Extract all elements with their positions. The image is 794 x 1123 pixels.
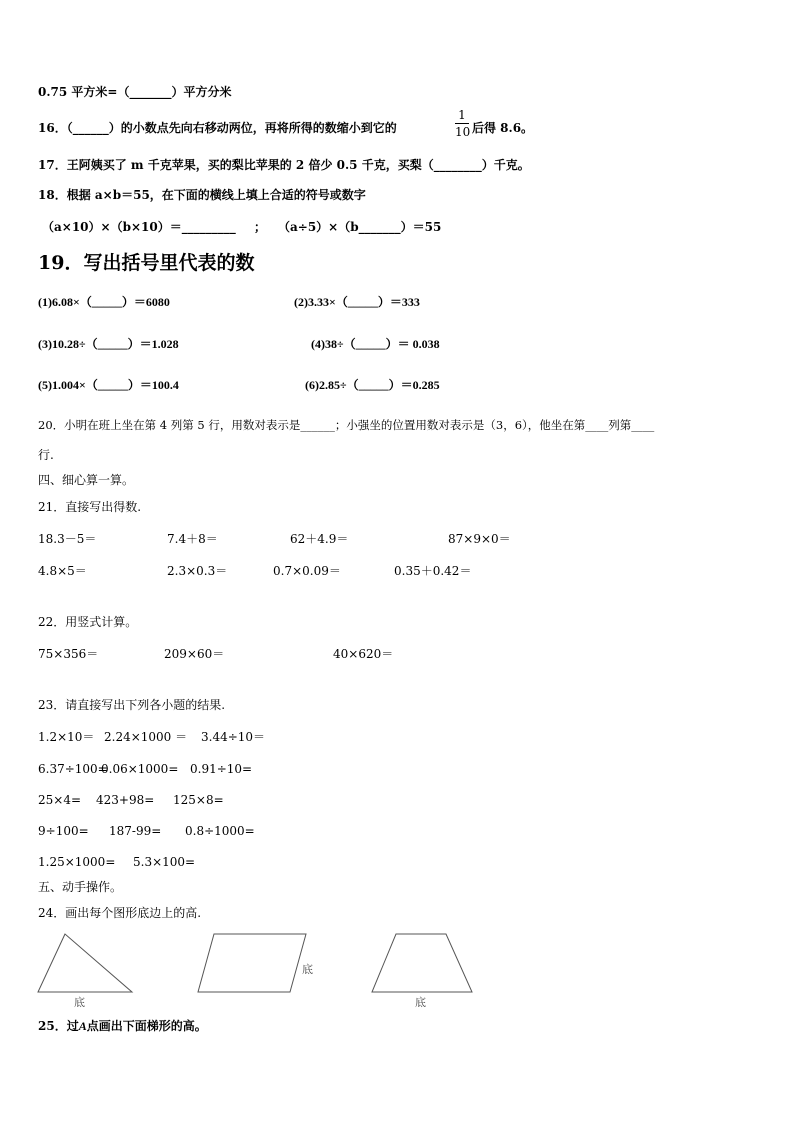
question-25-lead: 25．过 [38, 1019, 79, 1033]
question-25-tail: 点画出下面梯形的高。 [86, 1019, 207, 1033]
q23-r1-c1: 1.2×10＝ [38, 730, 95, 744]
q21-r2-c4: 0.35＋0.42＝ [394, 564, 472, 578]
q22-item-3: 40×620＝ [333, 647, 394, 661]
q19-item-1: (1)6.08×（_____）＝6080 [38, 295, 170, 309]
q23-r4-c1: 9÷100= [38, 824, 89, 838]
parallelogram-base-label: 底 [302, 963, 313, 976]
q23-r1-c3: 3.44÷10＝ [201, 730, 266, 744]
q19-item-4: (4)38÷（_____）＝ 0.038 [311, 337, 440, 351]
question-20-cont: 行. [38, 448, 54, 462]
trapezoid-base-label: 底 [415, 996, 426, 1009]
point-a-label: A [78, 1019, 87, 1033]
q19-item-3: (3)10.28÷（_____）＝1.028 [38, 337, 179, 351]
area-conversion-question: 0.75 平方米=（_______）平方分米 [38, 85, 232, 99]
question-25 [38, 1018, 207, 1034]
q21-r1-c3: 62＋4.9＝ [290, 532, 349, 546]
q23-r3-c3: 125×8= [173, 793, 224, 807]
question-18: 18．根据 a×b＝55，在下面的横线上填上合适的符号或数字 [38, 188, 366, 202]
q21-r2-c2: 2.3×0.3＝ [167, 564, 228, 578]
q23-r5-c2: 5.3×100= [133, 855, 196, 869]
question-18-right: （a÷5）×（b_______）＝55 [278, 220, 442, 234]
section-5-heading: 五、动手操作。 [38, 880, 123, 894]
question-20: 20．小明在班上坐在第 4 列第 5 行，用数对表示是______；小强坐的位置用数对表示是（3，6），他坐在第____列第____ [38, 418, 655, 432]
fraction-numerator: 1 [458, 108, 466, 122]
q23-r4-c3: 0.8÷1000= [185, 824, 255, 838]
question-18-left: （a×10）×（b×10）＝_________ [42, 220, 236, 234]
q23-r3-c2: 423+98= [96, 793, 155, 807]
q23-r2-c2: 0.06×1000= [101, 762, 179, 776]
triangle-figure [38, 934, 132, 992]
q21-r1-c2: 7.4＋8＝ [167, 532, 218, 546]
question-16-text: 16．（______）的小数点先向右移动两位，再将所得的数缩小到它的 [38, 121, 397, 135]
question-19-title: 19．写出括号里代表的数 [38, 252, 255, 274]
section-4-heading: 四、细心算一算。 [38, 473, 135, 487]
q23-r4-c2: 187-99= [109, 824, 162, 838]
question-24-title: 24．画出每个图形底边上的高. [38, 906, 202, 920]
q21-r1-c1: 18.3－5＝ [38, 532, 97, 546]
question-23-title: 23．请直接写出下列各小题的结果. [38, 698, 226, 712]
question-17: 17．王阿姨买了 m 千克苹果，买的梨比苹果的 2 倍少 0.5 千克，买梨（________）千克。 [38, 158, 530, 172]
triangle-base-label: 底 [74, 996, 85, 1009]
question-22-title: 22．用竖式计算。 [38, 615, 138, 629]
fraction-denominator: 10 [455, 125, 471, 139]
q23-r2-c1: 6.37÷100= [38, 762, 108, 776]
trapezoid-figure [372, 934, 472, 992]
q23-r2-c3: 0.91÷10= [190, 762, 253, 776]
q22-item-1: 75×356＝ [38, 647, 99, 661]
q19-item-6: (6)2.85÷（_____）＝0.285 [305, 378, 440, 392]
q23-r3-c1: 25×4= [38, 793, 82, 807]
question-21-title: 21．直接写出得数. [38, 500, 142, 514]
q21-r2-c1: 4.8×5＝ [38, 564, 87, 578]
q23-r5-c1: 1.25×1000= [38, 855, 116, 869]
q23-r1-c2: 2.24×1000 ＝ [104, 730, 188, 744]
parallelogram-figure [198, 934, 306, 992]
q21-r2-c3: 0.7×0.09＝ [273, 564, 341, 578]
q22-item-2: 209×60＝ [164, 647, 225, 661]
question-18-sep: ； [254, 220, 267, 234]
question-16-tail: 后得 8.6。 [472, 121, 534, 135]
q21-r1-c4: 87×9×0＝ [448, 532, 511, 546]
q19-item-2: (2)3.33×（_____）＝333 [294, 295, 420, 309]
q19-item-5: (5)1.004×（_____）＝100.4 [38, 378, 179, 392]
